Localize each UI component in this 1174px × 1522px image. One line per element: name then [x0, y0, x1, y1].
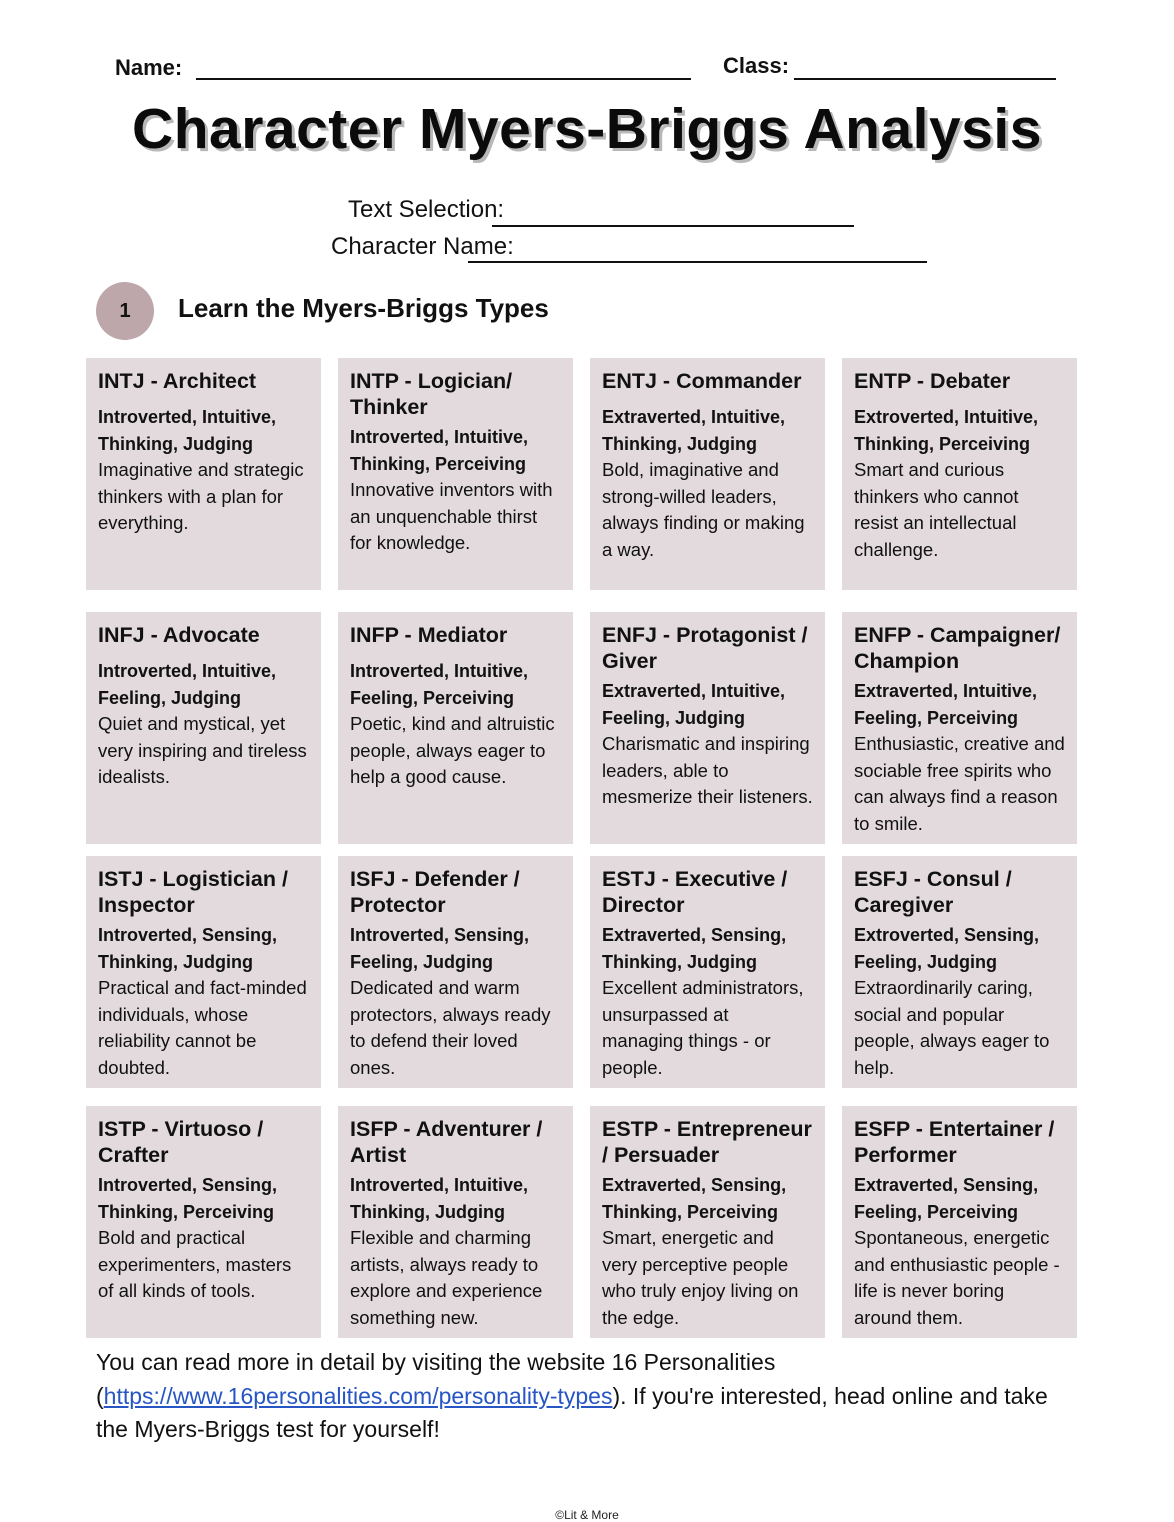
type-name: INTP - Logician/ Thinker	[350, 369, 513, 419]
character-name-label: Character Name:	[331, 233, 514, 260]
type-name: ISTJ - Logistician / Inspector	[98, 867, 288, 917]
type-traits: Extroverted, Intuitive, Thinking, Perceiving	[854, 407, 1039, 454]
type-name: INTJ - Architect	[98, 369, 257, 393]
footer-text-after: ). If you're interested, head online and take the Myers-Briggs test for yourself!	[96, 1382, 1048, 1442]
type-traits: Introverted, Intuitive, Thinking, Perceiving	[350, 427, 529, 474]
type-traits: Extroverted, Sensing, Feeling, Judging	[854, 925, 1040, 972]
type-name: ESTP - Entrepreneur / Persuader	[602, 1117, 812, 1167]
type-description: Flexible and charming artists, always ready to explore and experience something new.	[350, 1227, 543, 1328]
type-traits: Extraverted, Sensing, Thinking, Judging	[602, 925, 787, 972]
step-number: 1	[119, 299, 131, 322]
type-description: Poetic, kind and altruistic people, always eager to help a good cause.	[350, 713, 555, 787]
type-card	[86, 1106, 321, 1338]
type-traits: Extraverted, Intuitive, Feeling, Perceiving	[854, 681, 1038, 728]
type-name: ISFP - Adventurer / Artist	[350, 1117, 543, 1167]
step-number-badge	[96, 282, 154, 340]
type-description: Innovative inventors with an unquenchable thirst for knowledge.	[350, 479, 553, 553]
type-card	[842, 856, 1077, 1088]
name-field[interactable]	[196, 78, 691, 80]
type-description: Practical and fact-minded individuals, whose reliability cannot be doubted.	[98, 977, 307, 1078]
type-description: Enthusiastic, creative and sociable free spirits who can always find a reason to smile.	[854, 733, 1065, 834]
type-traits: Extraverted, Sensing, Feeling, Perceiving	[854, 1175, 1039, 1222]
type-card	[590, 358, 825, 590]
type-description: Smart and curious thinkers who cannot resist an intellectual challenge.	[854, 459, 1019, 560]
type-card	[338, 856, 573, 1088]
type-card	[338, 612, 573, 844]
type-card	[86, 358, 321, 590]
type-name: INFP - Mediator	[350, 623, 508, 647]
type-name: ENFP - Campaigner/ Champion	[854, 623, 1061, 673]
type-traits: Extraverted, Sensing, Thinking, Perceiving	[602, 1175, 787, 1222]
type-traits: Introverted, Sensing, Thinking, Judging	[98, 925, 278, 972]
type-name: ESTJ - Executive / Director	[602, 867, 788, 917]
text-selection-field[interactable]	[492, 225, 854, 227]
footer-paragraph	[96, 1346, 1086, 1447]
type-card	[590, 612, 825, 844]
type-card	[590, 856, 825, 1088]
type-traits: Introverted, Sensing, Feeling, Judging	[350, 925, 530, 972]
type-name: ENTP - Debater	[854, 369, 1011, 393]
footer-text-before: You can read more in detail by visiting the website 16 Personalities (	[96, 1349, 776, 1409]
type-name: ENFJ - Protagonist / Giver	[602, 623, 808, 673]
type-description: Charismatic and inspiring leaders, able to mesmerize their listeners.	[602, 733, 813, 807]
type-name: INFJ - Advocate	[98, 623, 260, 647]
class-field[interactable]	[794, 78, 1056, 80]
type-name: ESFP - Entertainer / Performer	[854, 1117, 1055, 1167]
type-card	[842, 1106, 1077, 1338]
class-label: Class:	[723, 53, 790, 78]
personalities-link[interactable]: https://www.16personalities.com/personality-types	[103, 1382, 613, 1409]
type-description: Spontaneous, energetic and enthusiastic people - life is never boring around them.	[854, 1227, 1060, 1328]
copyright: ©Lit & More	[555, 1508, 619, 1522]
type-traits: Introverted, Intuitive, Thinking, Judging	[98, 407, 277, 454]
character-name-field[interactable]	[468, 261, 927, 263]
type-card	[842, 612, 1077, 844]
type-card	[842, 358, 1077, 590]
type-name: ISFJ - Defender / Protector	[350, 867, 520, 917]
text-selection-label: Text Selection:	[348, 196, 505, 223]
type-description: Extraordinarily caring, social and popular people, always eager to help.	[854, 977, 1050, 1078]
type-traits: Extraverted, Intuitive, Thinking, Judging	[602, 407, 786, 454]
type-description: Imaginative and strategic thinkers with a plan for everything.	[98, 459, 304, 533]
type-card	[338, 1106, 573, 1338]
section-title: Learn the Myers-Briggs Types	[178, 293, 549, 323]
type-traits: Introverted, Intuitive, Thinking, Judging	[350, 1175, 529, 1222]
type-description: Smart, energetic and very perceptive people who truly enjoy living on the edge.	[602, 1227, 799, 1328]
type-description: Quiet and mystical, yet very inspiring and tireless idealists.	[98, 713, 307, 787]
type-traits: Introverted, Sensing, Thinking, Perceiving	[98, 1175, 278, 1222]
type-description: Bold and practical experimenters, masters of all kinds of tools.	[98, 1227, 292, 1301]
type-description: Excellent administrators, unsurpassed at managing things - or people.	[602, 977, 804, 1078]
type-card	[86, 856, 321, 1088]
type-traits: Extraverted, Intuitive, Feeling, Judging	[602, 681, 786, 728]
type-description: Bold, imaginative and strong-willed leaders, always finding or making a way.	[602, 459, 805, 560]
type-card	[590, 1106, 825, 1338]
name-label: Name:	[115, 55, 183, 80]
type-traits: Introverted, Intuitive, Feeling, Judging	[98, 661, 277, 708]
type-name: ISTP - Virtuoso / Crafter	[98, 1117, 264, 1167]
type-name: ENTJ - Commander	[602, 369, 802, 393]
type-card	[338, 358, 573, 590]
type-description: Dedicated and warm protectors, always ready to defend their loved ones.	[350, 977, 551, 1078]
type-card	[86, 612, 321, 844]
page-title: Character Myers-Briggs Analysis	[132, 97, 1042, 161]
type-traits: Introverted, Intuitive, Feeling, Perceiving	[350, 661, 529, 708]
type-name: ESFJ - Consul / Caregiver	[854, 867, 1012, 917]
